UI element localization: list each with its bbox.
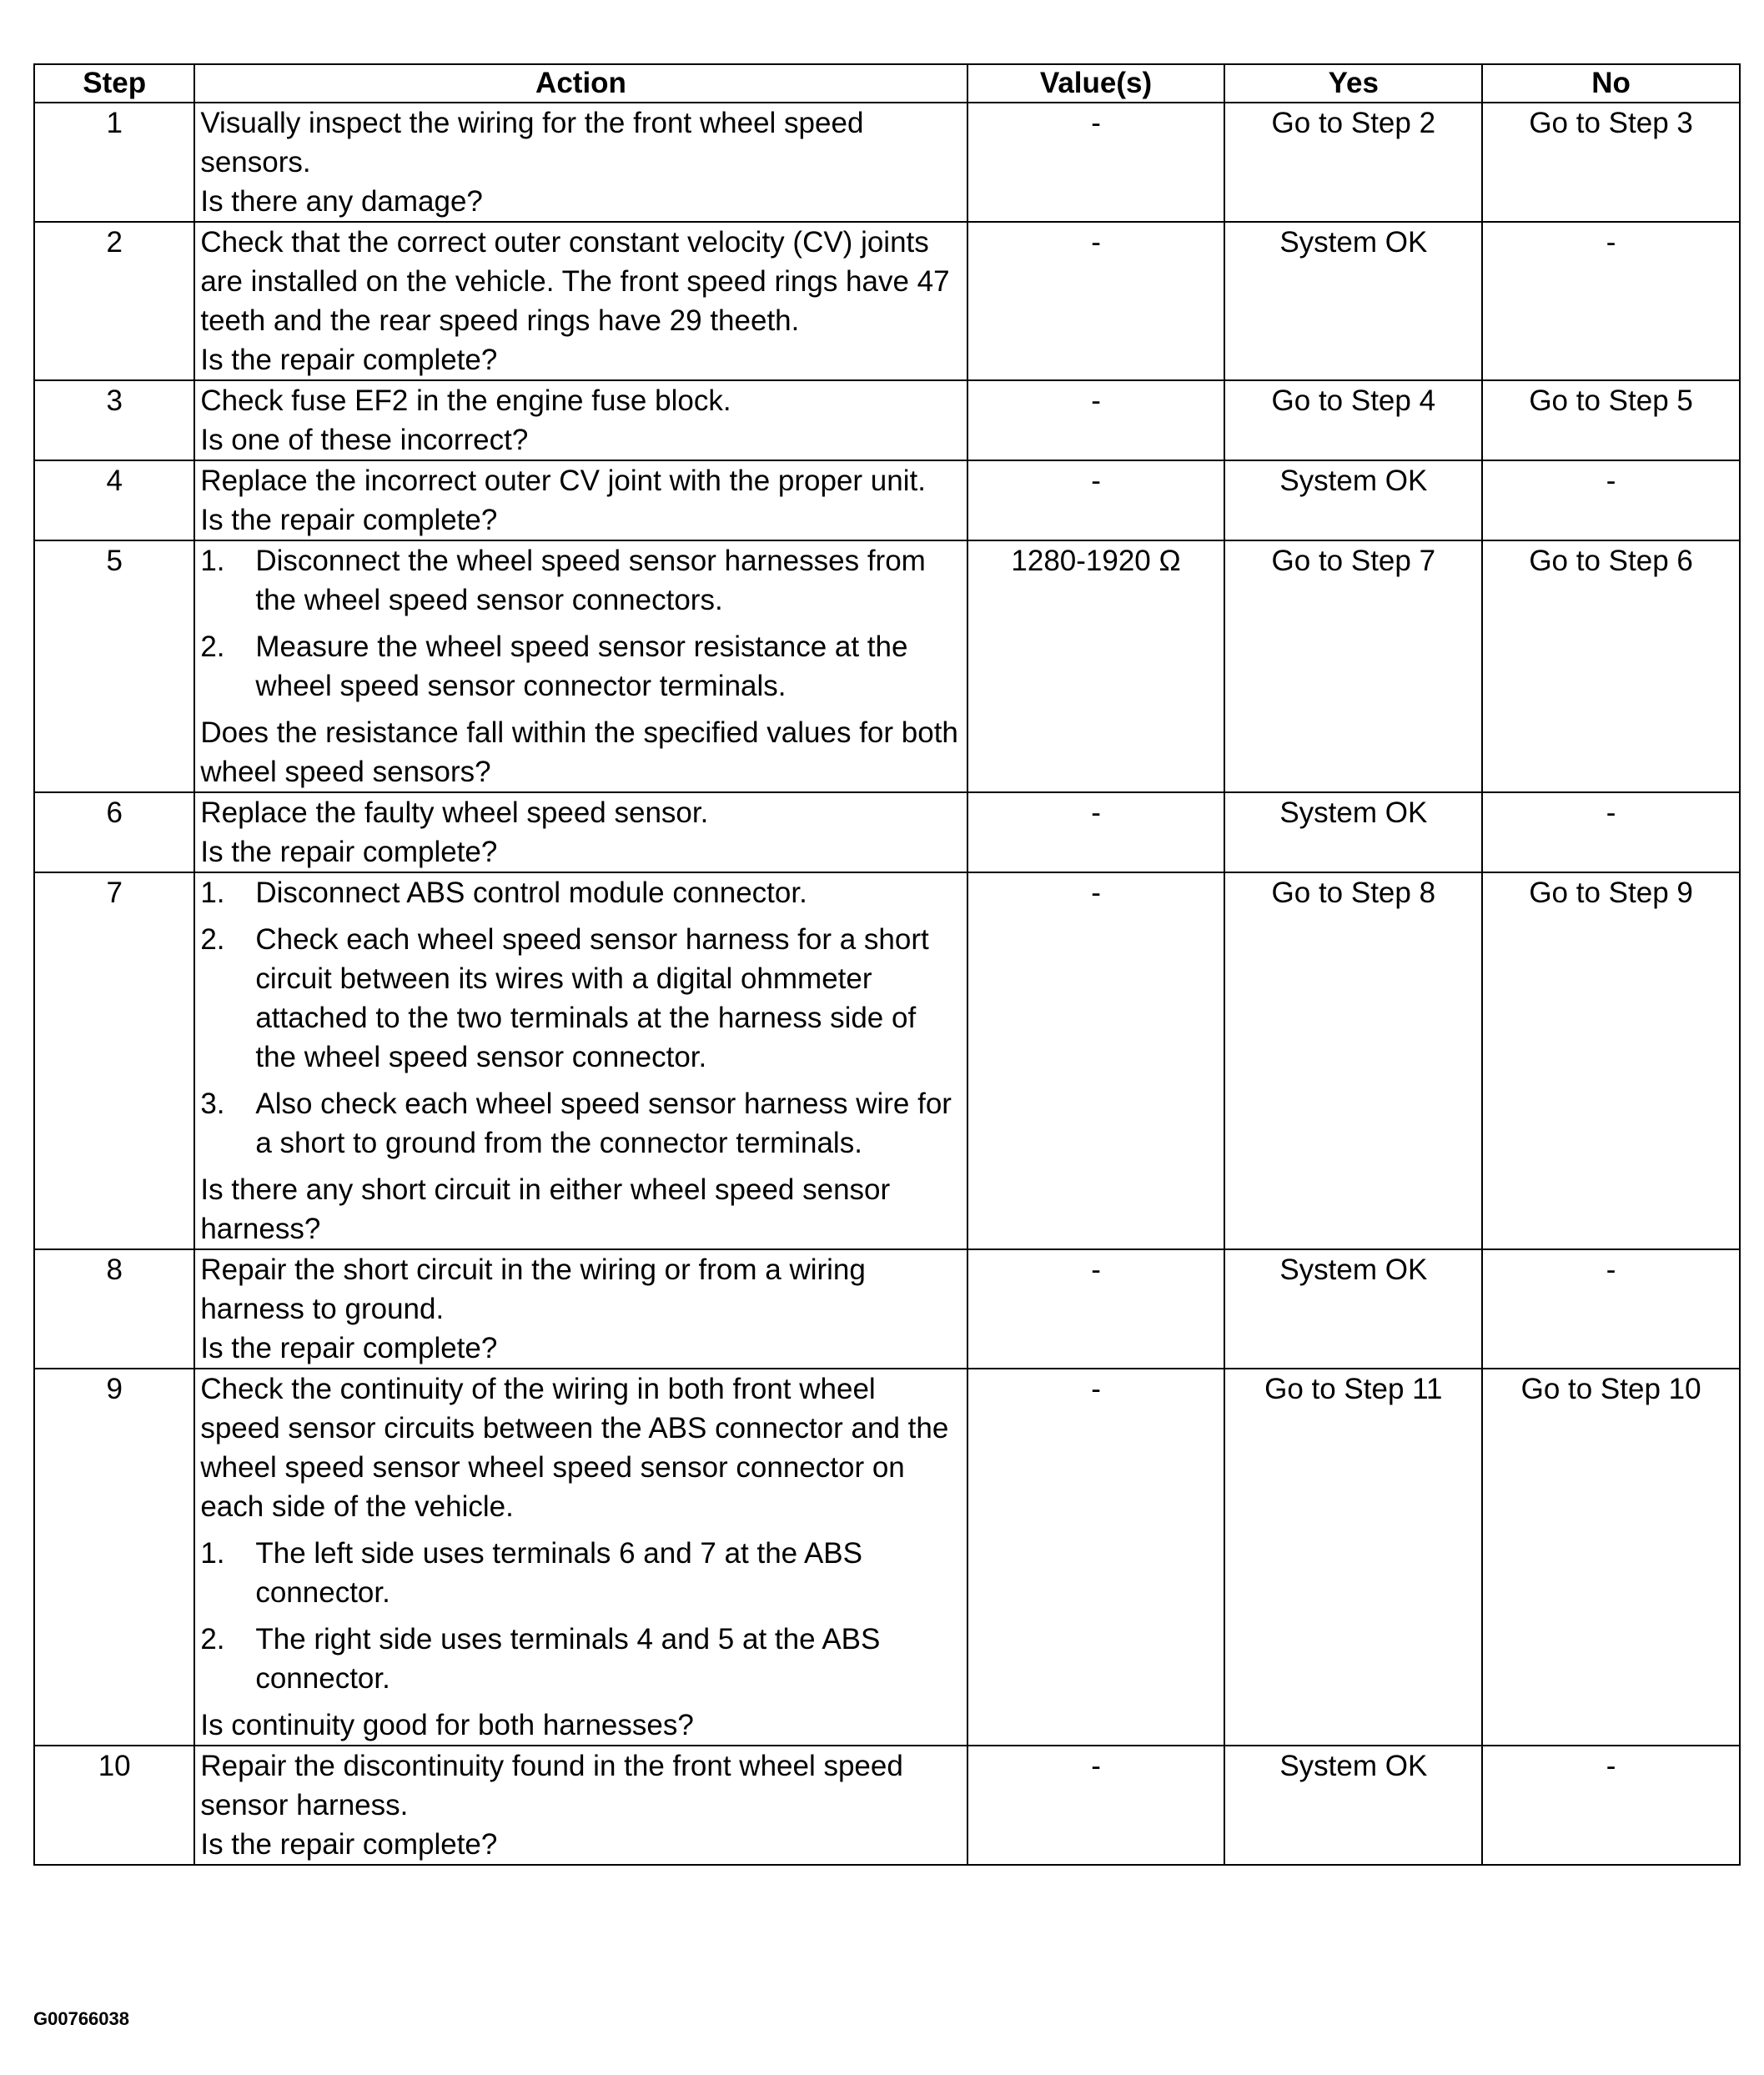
yes-cell: System OK [1224, 1746, 1482, 1865]
action-cell [194, 103, 967, 222]
list-item-text: Measure the wheel speed sensor resistance at the wheel speed sensor connector terminals. [255, 631, 908, 702]
list-item-text: Disconnect the wheel speed sensor harnesses from the wheel speed sensor connectors. [255, 545, 926, 616]
list-item-number: 2. [200, 1623, 225, 1655]
yes-cell: System OK [1224, 792, 1482, 872]
value-cell: - [967, 380, 1225, 460]
action-list-item [200, 873, 961, 912]
action-question: Does the resistance fall within the specified values for both wheel speed sensors? [200, 716, 958, 788]
action-question: Is there any short circuit in either wheel speed sensor harness? [200, 1173, 891, 1245]
action-text: Replace the faulty wheel speed sensor. [200, 796, 709, 829]
yes-cell: System OK [1224, 460, 1482, 540]
value-cell: - [967, 1369, 1225, 1746]
list-item-text: Disconnect ABS control module connector. [255, 877, 807, 909]
list-item-number: 1. [200, 545, 225, 577]
yes-cell: Go to Step 7 [1224, 540, 1482, 792]
list-item-number: 3. [200, 1088, 225, 1120]
action-text: Visually inspect the wiring for the front wheel speed sensors. [200, 107, 864, 178]
action-text: Check fuse EF2 in the engine fuse block. [200, 384, 731, 417]
no-cell: - [1482, 792, 1740, 872]
yes-cell: Go to Step 4 [1224, 380, 1482, 460]
header-step: Step [34, 64, 194, 103]
list-item-text: Check each wheel speed sensor harness for a short circuit between its wires with a digital ohmmeter attached to the two terminals at the harness side of the wheel speed sensor connector. [255, 923, 929, 1073]
list-item-number: 1. [200, 1537, 225, 1570]
header-values: Value(s) [967, 64, 1225, 103]
diagnostic-table [33, 63, 1741, 1866]
table-row [34, 872, 1740, 1249]
action-cell [194, 1369, 967, 1746]
action-question: Is the repair complete? [200, 504, 498, 536]
no-cell: - [1482, 460, 1740, 540]
action-text: Check that the correct outer constant velocity (CV) joints are installed on the vehicle. The front speed rings have 47 teeth and the rear speed rings have 29 theeth. [200, 226, 950, 337]
table-body [34, 103, 1740, 1865]
action-cell [194, 460, 967, 540]
step-cell: 7 [34, 872, 194, 1249]
value-cell: - [967, 222, 1225, 380]
yes-cell: System OK [1224, 222, 1482, 380]
action-cell [194, 540, 967, 792]
value-cell: - [967, 872, 1225, 1249]
value-cell: - [967, 103, 1225, 222]
no-cell: Go to Step 10 [1482, 1369, 1740, 1746]
list-item-number: 1. [200, 877, 225, 909]
action-list-item [200, 627, 961, 706]
action-cell [194, 792, 967, 872]
list-item-text: The left side uses terminals 6 and 7 at the ABS connector. [255, 1537, 862, 1609]
header-action: Action [194, 64, 967, 103]
list-item-text: Also check each wheel speed sensor harness wire for a short to ground from the connector terminals. [255, 1088, 952, 1159]
table-row [34, 222, 1740, 380]
action-question: Is there any damage? [200, 185, 483, 218]
action-text: Replace the incorrect outer CV joint with the proper unit. [200, 465, 926, 497]
step-cell: 2 [34, 222, 194, 380]
action-text: Check the continuity of the wiring in both front wheel speed sensor circuits between the ABS connector and the wheel speed sensor wheel speed sensor connector on each side of the vehicle. [200, 1373, 949, 1523]
header-no: No [1482, 64, 1740, 103]
action-text: Repair the discontinuity found in the front wheel speed sensor harness. [200, 1750, 903, 1821]
step-cell: 5 [34, 540, 194, 792]
action-cell [194, 222, 967, 380]
action-list-item [200, 920, 961, 1077]
step-cell: 6 [34, 792, 194, 872]
step-cell: 9 [34, 1369, 194, 1746]
list-item-number: 2. [200, 923, 225, 956]
action-list-item [200, 1620, 961, 1698]
step-cell: 10 [34, 1746, 194, 1865]
header-yes: Yes [1224, 64, 1482, 103]
step-cell: 4 [34, 460, 194, 540]
step-cell: 1 [34, 103, 194, 222]
action-question: Is the repair complete? [200, 836, 498, 868]
yes-cell: Go to Step 2 [1224, 103, 1482, 222]
table-row [34, 792, 1740, 872]
no-cell: Go to Step 6 [1482, 540, 1740, 792]
table-row [34, 540, 1740, 792]
list-item-number: 2. [200, 631, 225, 663]
value-cell: - [967, 1746, 1225, 1865]
figure-id: G00766038 [33, 2008, 129, 2029]
action-question: Is continuity good for both harnesses? [200, 1709, 694, 1741]
no-cell: Go to Step 5 [1482, 380, 1740, 460]
value-cell: - [967, 792, 1225, 872]
table-row [34, 103, 1740, 222]
list-item-text: The right side uses terminals 4 and 5 at the ABS connector. [255, 1623, 881, 1695]
table-row [34, 460, 1740, 540]
action-question: Is the repair complete? [200, 1332, 498, 1364]
header-row [34, 64, 1740, 103]
table-row [34, 1249, 1740, 1369]
action-question: Is the repair complete? [200, 344, 498, 376]
table-row [34, 1746, 1740, 1865]
table-row [34, 1369, 1740, 1746]
yes-cell: System OK [1224, 1249, 1482, 1369]
action-question: Is one of these incorrect? [200, 424, 529, 456]
action-list-item [200, 1534, 961, 1612]
value-cell: 1280-1920 Ω [967, 540, 1225, 792]
no-cell: - [1482, 1746, 1740, 1865]
action-text: Repair the short circuit in the wiring or from a wiring harness to ground. [200, 1254, 866, 1325]
step-cell: 8 [34, 1249, 194, 1369]
action-list-item [200, 1084, 961, 1163]
no-cell: Go to Step 3 [1482, 103, 1740, 222]
no-cell: - [1482, 1249, 1740, 1369]
no-cell: - [1482, 222, 1740, 380]
no-cell: Go to Step 9 [1482, 872, 1740, 1249]
action-cell [194, 872, 967, 1249]
action-cell [194, 380, 967, 460]
table-row [34, 380, 1740, 460]
value-cell: - [967, 460, 1225, 540]
value-cell: - [967, 1249, 1225, 1369]
action-question: Is the repair complete? [200, 1828, 498, 1861]
action-cell [194, 1746, 967, 1865]
yes-cell: Go to Step 11 [1224, 1369, 1482, 1746]
action-list-item [200, 541, 961, 620]
yes-cell: Go to Step 8 [1224, 872, 1482, 1249]
action-cell [194, 1249, 967, 1369]
step-cell: 3 [34, 380, 194, 460]
